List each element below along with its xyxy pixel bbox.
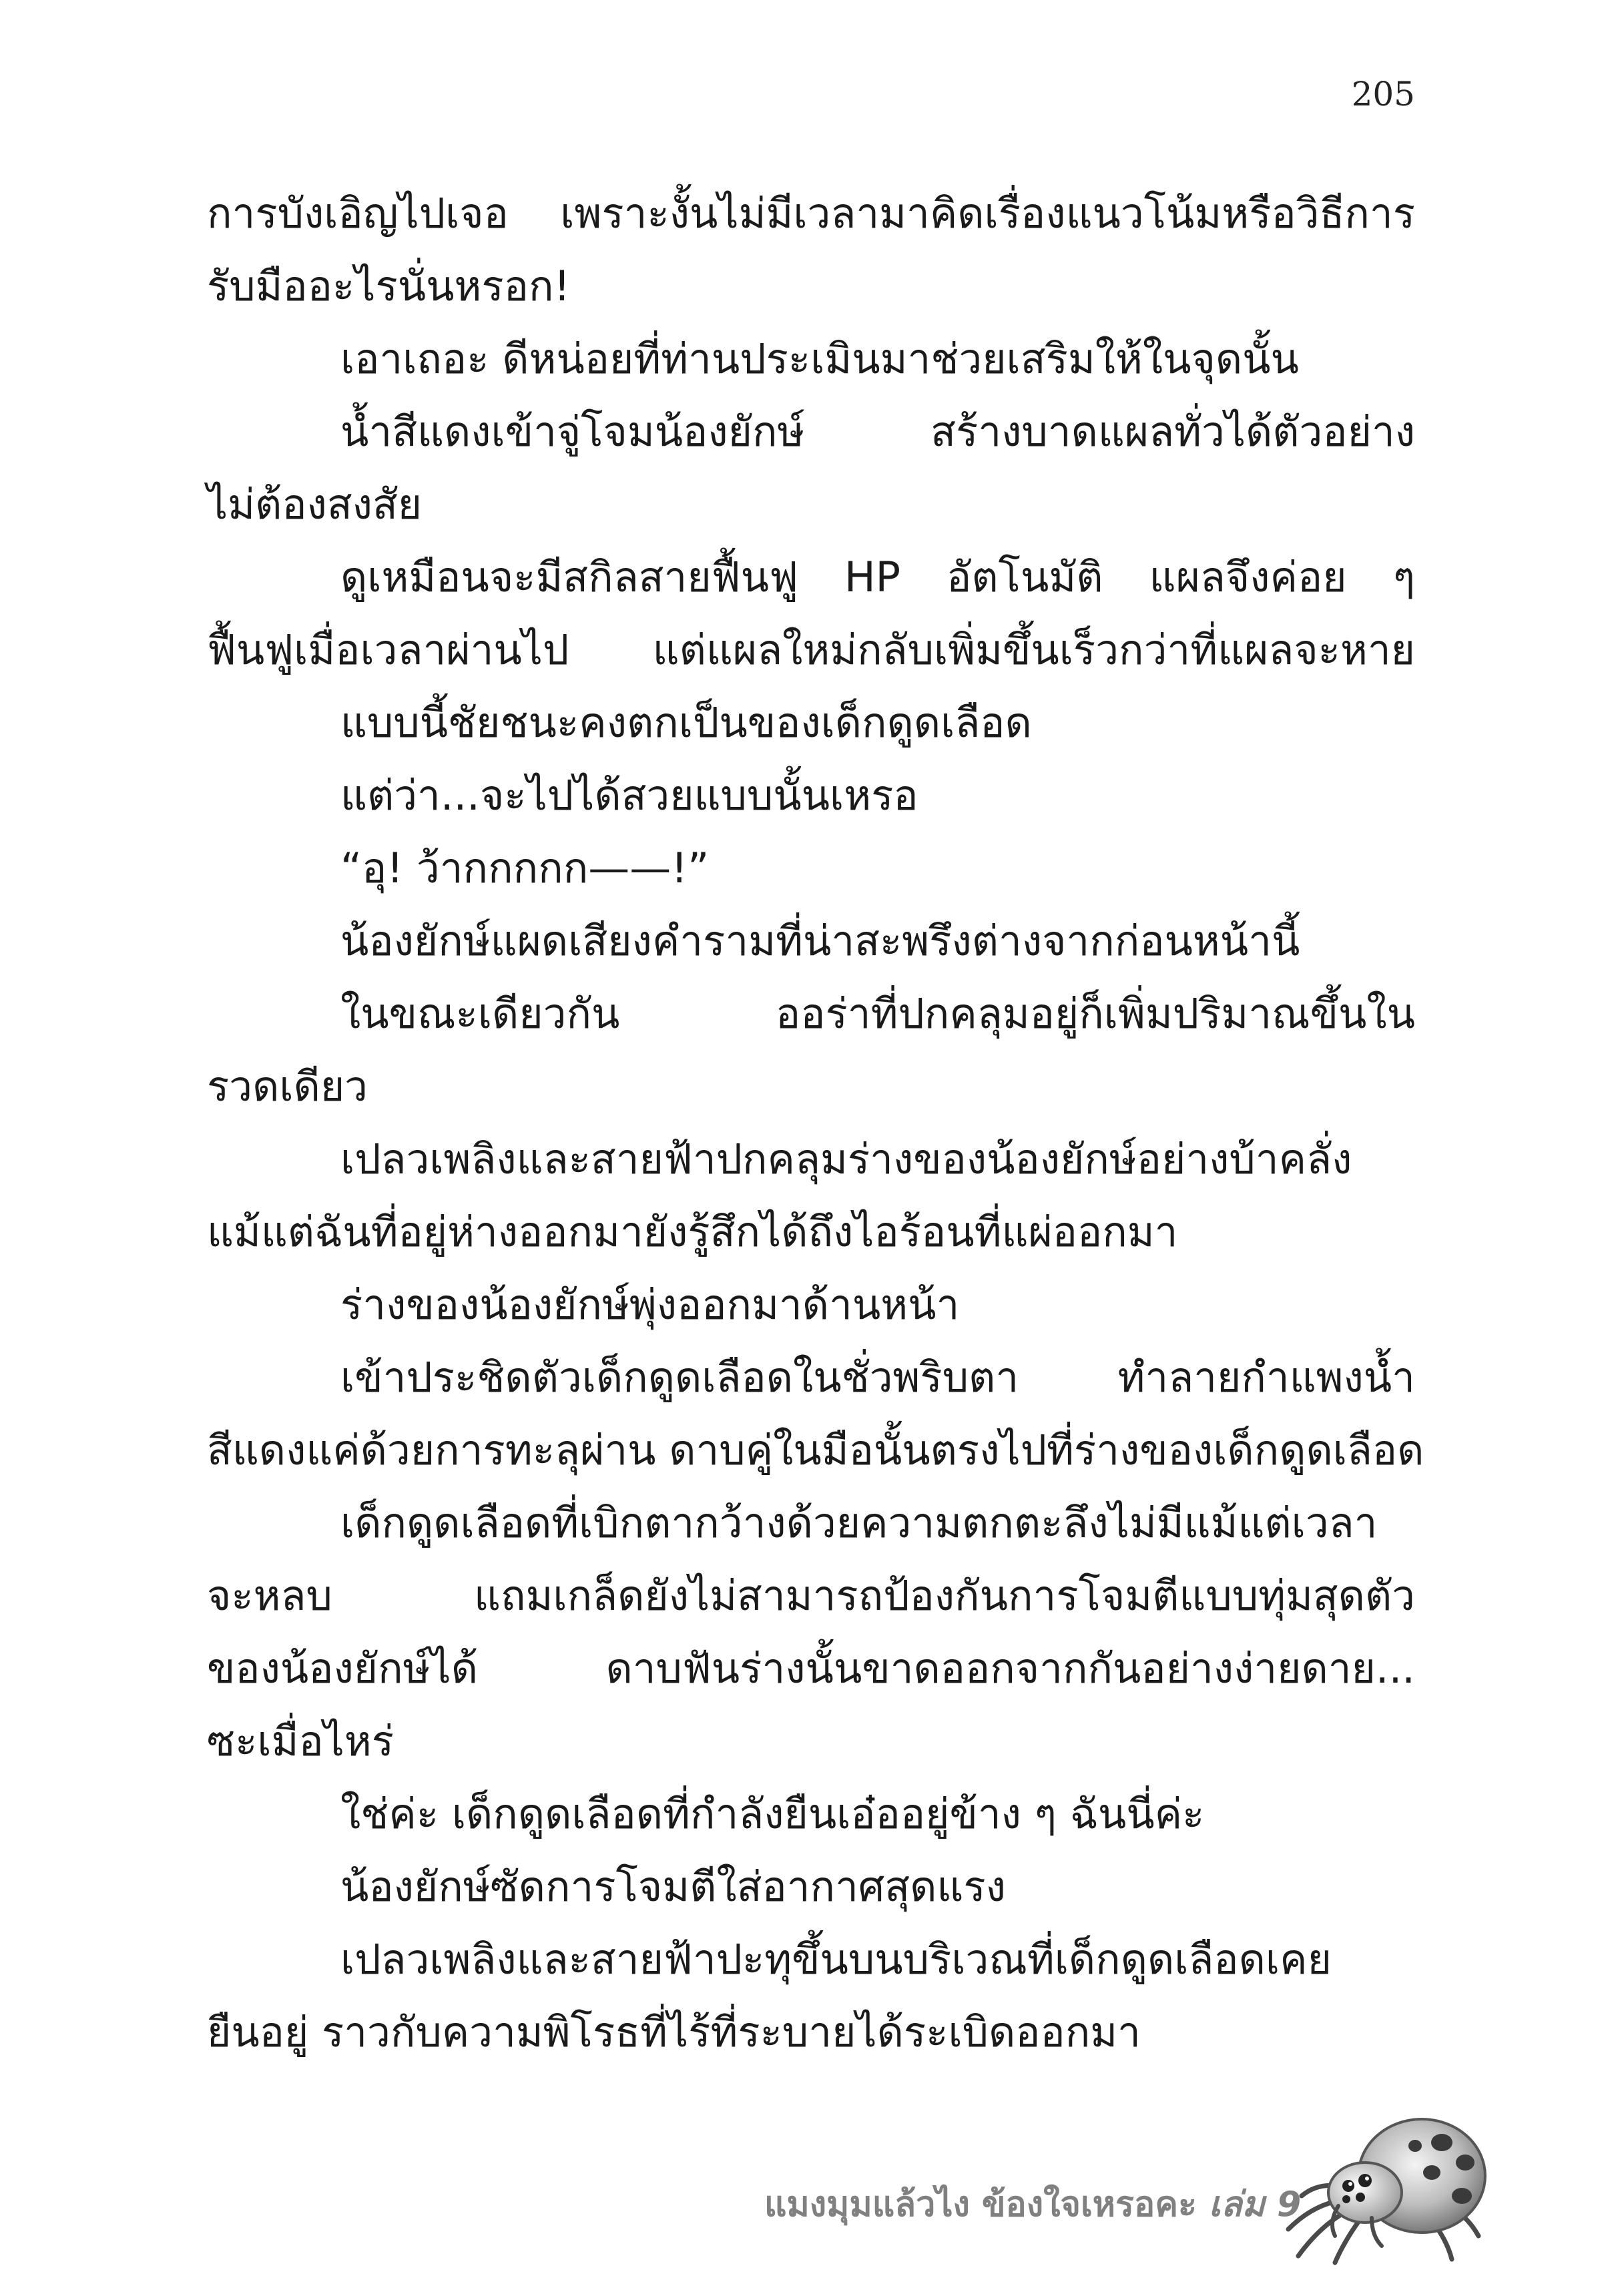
page-number: 205 xyxy=(1351,75,1415,113)
text-line: เปลวเพลิงและสายฟ้าปกคลุมร่างของน้องยักษ์อย่างบ้าคลั่ง xyxy=(340,1135,1352,1183)
text-line: รวดเดียว xyxy=(207,1062,368,1111)
text-line: แม้แต่ฉันที่อยู่ห่างออกมายังรู้สึกได้ถึงไอร้อนที่แผ่ออกมา xyxy=(207,1207,1178,1256)
text-line: ของน้องยักษ์ได้ ดาบฟันร่างนั้นขาดออกจากกันอย่างง่ายดาย... xyxy=(207,1644,1415,1693)
text-line: จะหลบ แถมเกล็ดยังไม่สามารถป้องกันการโจมตีแบบทุ่มสุดตัว xyxy=(207,1571,1415,1620)
text-line: ยืนอยู่ ราวกับความพิโรธที่ไร้ที่ระบายได้ระเบิดออกมา xyxy=(207,2008,1141,2056)
text-line: ไม่ต้องสงสัย xyxy=(207,480,423,529)
text-line: เปลวเพลิงและสายฟ้าปะทุขึ้นบนบริเวณที่เด็กดูดเลือดเคย xyxy=(340,1935,1332,1984)
text-line: เอาเถอะ ดีหน่อยที่ท่านประเมินมาช่วยเสริมให้ในจุดนั้น xyxy=(340,334,1299,383)
text-line: ซะเมื่อไหร่ xyxy=(207,1717,394,1765)
book-title: แมงมุมแล้วไง ข้องใจเหรอคะ xyxy=(764,2185,1210,2225)
text-line: “อุ! ว้ากกกกก——!” xyxy=(340,844,710,892)
text-line: แบบนี้ชัยชนะคงตกเป็นของเด็กดูดเลือด xyxy=(340,698,1032,747)
body-text xyxy=(207,177,1424,2068)
book-title-footer xyxy=(764,2176,1301,2231)
volume-label: เล่ม 9 xyxy=(1209,2185,1302,2225)
text-line: น้องยักษ์ซัดการโจมตีใส่อากาศสุดแรง xyxy=(340,1862,1006,1911)
text-line: น้องยักษ์แผดเสียงคำรามที่น่าสะพรึงต่างจากก่อนหน้านี้ xyxy=(340,916,1300,965)
text-line: น้ำสีแดงเข้าจู่โจมน้องยักษ์ สร้างบาดแผลทั่วได้ตัวอย่าง xyxy=(340,407,1415,456)
text-line: ร่างของน้องยักษ์พุ่งออกมาด้านหน้า xyxy=(340,1280,960,1329)
text-line: สีแดงแค่ด้วยการทะลุผ่าน ดาบคู่ในมือนั้นตรงไปที่ร่างของเด็กดูดเลือด xyxy=(207,1426,1424,1474)
text-line: ดูเหมือนจะมีสกิลสายฟื้นฟู HP อัตโนมัติ แผลจึงค่อย ๆ xyxy=(340,553,1415,601)
text-line: เข้าประชิดตัวเด็กดูดเลือดในชั่วพริบตา ทำลายกำแพงน้ำ xyxy=(340,1353,1415,1402)
text-line: การบังเอิญไปเจอ เพราะงั้นไม่มีเวลามาคิดเรื่องแนวโน้มหรือวิธีการ xyxy=(207,189,1415,238)
text-line: รับมืออะไรนั่นหรอก! xyxy=(207,262,571,310)
text-line: ใช่ค่ะ เด็กดูดเลือดที่กำลังยืนเอ๋ออยู่ข้าง ๆ ฉันนี่ค่ะ xyxy=(340,1789,1205,1838)
text-line: ฟื้นฟูเมื่อเวลาผ่านไป แต่แผลใหม่กลับเพิ่มขึ้นเร็วกว่าที่แผลจะหาย xyxy=(207,625,1415,674)
text-line: แต่ว่า...จะไปได้สวยแบบนั้นเหรอ xyxy=(340,771,918,820)
text-line: ในขณะเดียวกัน ออร่าที่ปกคลุมอยู่ก็เพิ่มปริมาณขึ้นใน xyxy=(340,989,1415,1038)
text-line: เด็กดูดเลือดที่เบิกตากว้างด้วยความตกตะลึงไม่มีแม้แต่เวลา xyxy=(340,1498,1378,1547)
spider-mascot-icon xyxy=(1272,2106,1492,2266)
